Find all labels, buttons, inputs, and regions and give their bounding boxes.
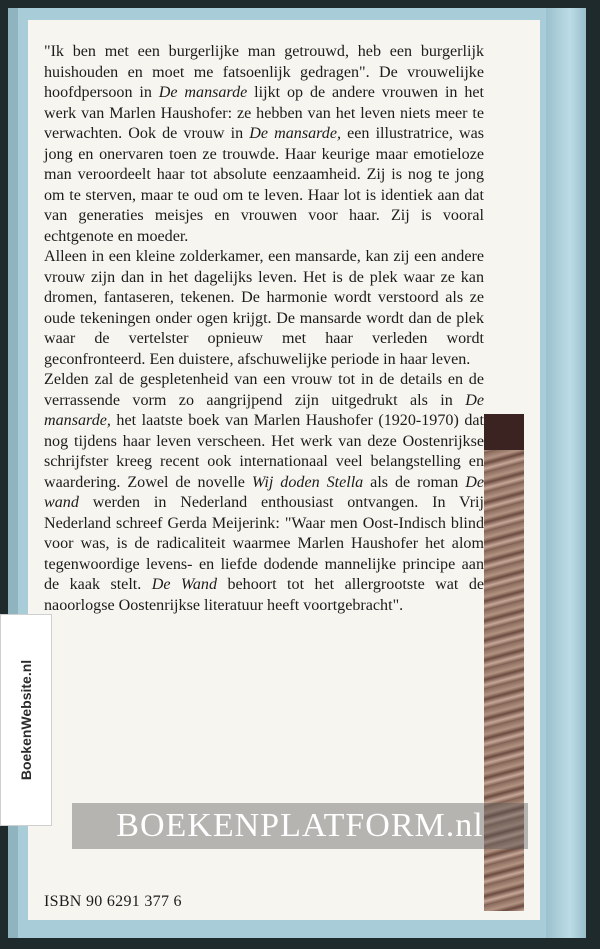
site-side-tab-label: BoekenWebsite.nl: [18, 659, 34, 781]
blurb-text: [44, 42, 484, 616]
watermark-banner: BOEKENPLATFORM.nl: [72, 803, 528, 849]
blurb-run: Zelden zal de gespletenheid van een vrouw tot in de details en de verrassende vorm zo aangrijpend zijn uitgedrukt als in: [44, 371, 484, 409]
blurb-run: als de roman: [363, 473, 466, 491]
book-title-italic: De mansarde,: [249, 125, 342, 142]
book-title-italic: De mansarde,: [44, 391, 484, 429]
isbn-label: ISBN 90 6291 377 6: [44, 893, 182, 910]
blurb-run: Alleen in een kleine zolderkamer, een mansarde, kan zij een andere vrouw zijn dan in het dagelijks leven. Het is de plek waar ze kan dromen, fantaseren, tekenen. De harmonie wordt verstoord als ze oude tekeningen onder ogen krijgt. De mansarde wordt dan de plek waar de vertelster opnieuw met haar verleden wordt geconfronteerd. Een duistere, afschuwelijke periode in haar leven.: [44, 248, 484, 368]
photo-dark-top: [484, 414, 524, 450]
blurb-run: een illustratrice, was jong en onervaren toen ze trouwde. Haar keurige maar emotieloze man veroordeelt haar tot absolute eenzaamheid. Zij is nog te jong om te sterven, maar te oud om te leven. Haar lot is identiek aan dat van generaties meisjes en vrouwen voor haar. Zij is vooral echtgenote en moeder.: [44, 125, 485, 245]
blurb-run: lijkt op de andere vrouwen in het werk van Marlen Haushofer: ze hebben van het leven niets meer te verwachten. Ook de vrouw in: [44, 84, 484, 142]
book-title-italic: De wand: [44, 473, 484, 511]
blurb-run: "Ik ben met een burgerlijke man getrouwd, heb een burgerlijk huishouden en moet me fatsoenlijk gedragen". De vrouwelijke hoofdpersoon in: [44, 43, 484, 101]
blurb-paragraph: [44, 370, 484, 616]
blurb-paragraph: [44, 247, 484, 370]
book-title-italic: Wij doden Stella: [251, 473, 364, 491]
blurb-paragraph: [44, 42, 484, 247]
book-title-italic: De mansarde: [158, 84, 248, 101]
book-spine: [546, 8, 586, 938]
blurb-run: werden in Nederland enthousiast ontvangen. In Vrij Nederland schreef Gerda Meijerink: "Waar men Oost-Indisch blind voor was, is de radicaliteit waarmee Marlen Haushofer het alom tegenwoordige levens- en liefde dodende mannelijke principe aan de kaak stelt.: [44, 494, 484, 593]
site-side-tab[interactable]: [0, 614, 52, 826]
book-title-italic: De Wand: [151, 576, 218, 593]
blurb-run: behoort tot het allergrootste wat de naoorlogse Oostenrijkse literatuur heeft voortgebracht".: [44, 576, 485, 614]
blurb-run: het laatste boek van Marlen Haushofer (1920-1970) dat nog tijdens haar leven verscheen. Het werk van deze Oostenrijkse schrijfster kreeg recent ook internationaal veel belangstelling en waardering. Zowel de novelle: [44, 412, 484, 491]
